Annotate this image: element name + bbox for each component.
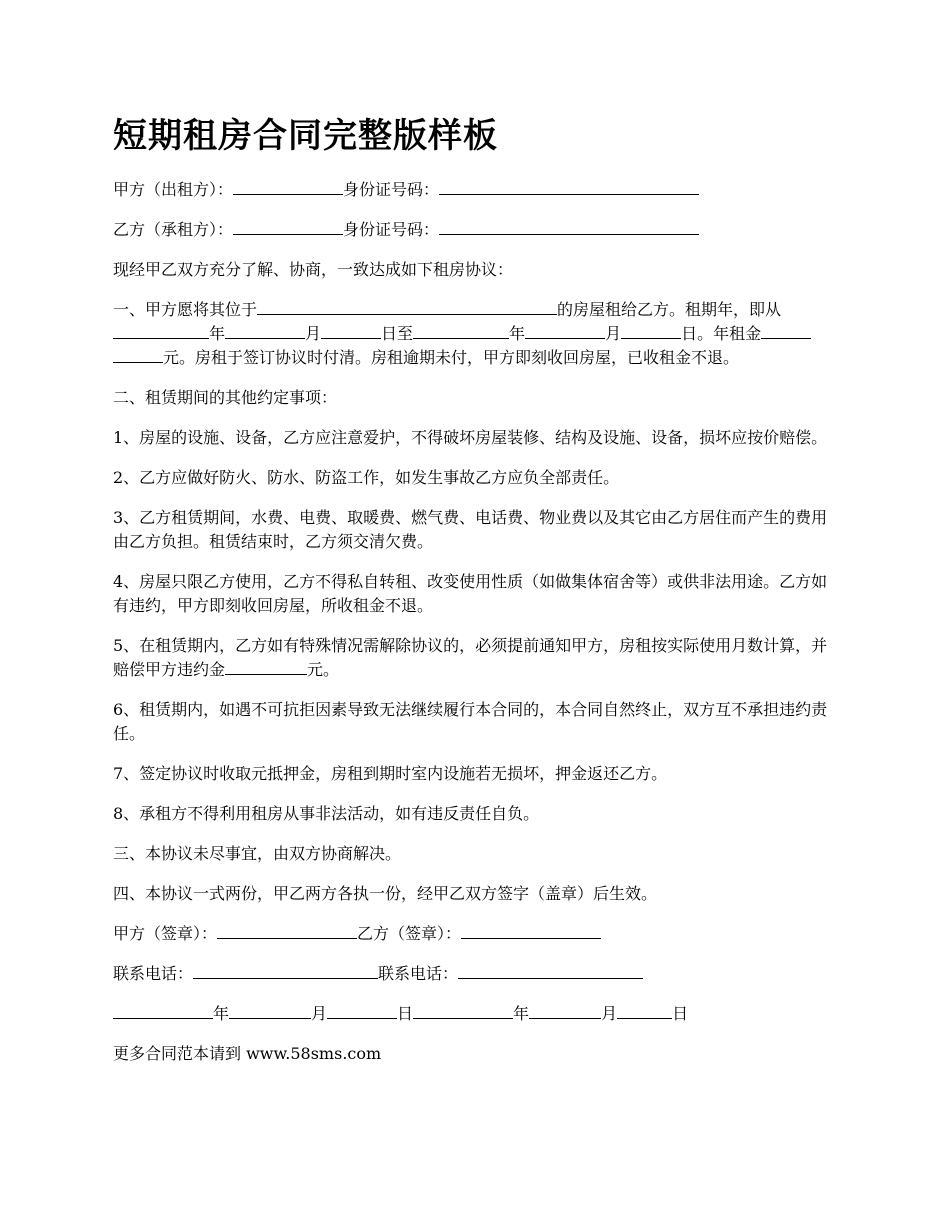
clause-1-month: 月 — [305, 324, 322, 343]
item-6: 6、租赁期内，如遇不可抗拒因素导致无法继续履行本合同的，本合同自然终止，双方互不承担违约责任。 — [113, 700, 828, 743]
item-5 — [113, 634, 843, 682]
date-b-year-blank — [413, 1002, 513, 1019]
start-year-blank — [113, 322, 209, 339]
party-a-name-blank — [233, 178, 343, 195]
penalty-blank — [225, 658, 307, 675]
rent-blank-b — [113, 346, 163, 363]
end-day-blank — [621, 322, 681, 339]
end-year-blank — [413, 322, 509, 339]
party-b-id-blank — [439, 218, 699, 235]
date-a-day: 日 — [397, 1004, 414, 1023]
date-line — [113, 1002, 843, 1026]
party-b-name-blank — [233, 218, 343, 235]
contact-b-blank — [458, 962, 643, 979]
intro-paragraph: 现经甲乙双方充分了解、协商，一致达成如下租房协议： — [113, 260, 514, 279]
clause-1-day-end: 日。年租金 — [681, 324, 762, 343]
clause-1-text-c: 元。房租于签订协议时付清。房租逾期未付，甲方即刻收回房屋，已收租金不退。 — [163, 348, 740, 367]
date-a-year-blank — [113, 1002, 213, 1019]
rent-blank-a — [761, 322, 811, 339]
date-b-day-blank — [617, 1002, 672, 1019]
contact-b-label: 联系电话： — [378, 964, 459, 983]
date-a-month-blank — [229, 1002, 311, 1019]
contact-a-blank — [193, 962, 378, 979]
party-b-id-label: 身份证号码： — [343, 220, 440, 239]
date-b-month: 月 — [601, 1004, 618, 1023]
party-a-id-label: 身份证号码： — [343, 180, 440, 199]
contact-line — [113, 962, 843, 986]
signature-b-label: 乙方（签章）： — [357, 924, 462, 943]
date-a-year: 年 — [213, 1004, 230, 1023]
contract-page — [113, 112, 843, 1082]
date-b-day: 日 — [672, 1004, 689, 1023]
signature-a-label: 甲方（签章）： — [113, 924, 218, 943]
item-4: 4、房屋只限乙方使用，乙方不得私自转租、改变使用性质（如做集体宿舍等）或供非法用途。乙方如有违约，甲方即刻收回房屋，所收租金不退。 — [113, 572, 828, 615]
clause-1-text-a: 一、甲方愿将其位于 — [113, 300, 258, 319]
clause-1-day-to: 日至 — [381, 324, 414, 343]
date-b-year: 年 — [513, 1004, 530, 1023]
clause-4: 四、本协议一式两份，甲乙两方各执一份，经甲乙双方签字（盖章）后生效。 — [113, 884, 658, 903]
contact-a-label: 联系电话： — [113, 964, 194, 983]
party-a-id-blank — [439, 178, 699, 195]
end-month-blank — [525, 322, 605, 339]
date-b-month-blank — [529, 1002, 601, 1019]
date-a-day-blank — [327, 1002, 397, 1019]
page-title: 短期租房合同完整版样板 — [113, 116, 498, 156]
signature-b-blank — [461, 922, 601, 939]
item-1: 1、房屋的设施、设备，乙方应注意爱护，不得破坏房屋装修、结构及设施、设备，损坏应按价赔偿。 — [113, 428, 828, 447]
signature-line — [113, 922, 843, 946]
item-3: 3、乙方租赁期间，水费、电费、取暖费、燃气费、电话费、物业费以及其它由乙方居住而产生的费用由乙方负担。租赁结束时，乙方须交清欠费。 — [113, 508, 828, 551]
footer-note: 更多合同范本请到 www.58sms.com — [113, 1044, 382, 1063]
clause-1-end-month: 月 — [605, 324, 622, 343]
party-b-label: 乙方（承租方）： — [113, 220, 234, 239]
clause-1 — [113, 298, 843, 370]
signature-a-blank — [217, 922, 357, 939]
start-day-blank — [321, 322, 381, 339]
clause-1-text-b: 的房屋租给乙方。租期年，即从 — [557, 300, 782, 319]
party-a-label: 甲方（出租方）： — [113, 180, 234, 199]
item-7: 7、签定协议时收取元抵押金，房租到期时室内设施若无损坏，押金返还乙方。 — [113, 764, 668, 783]
clause-1-end-year: 年 — [509, 324, 526, 343]
clause-3: 三、本协议未尽事宜，由双方协商解决。 — [113, 844, 402, 863]
item-8: 8、承租方不得利用租房从事非法活动，如有违反责任自负。 — [113, 804, 540, 823]
address-blank — [257, 298, 557, 315]
party-a-line — [113, 178, 843, 202]
clause-2-heading: 二、租赁期间的其他约定事项： — [113, 388, 338, 407]
item-5-text-b: 元。 — [307, 660, 340, 679]
item-5-text-a: 5、在租赁期内，乙方如有特殊情况需解除协议的，必须提前通知甲方，房租按实际使用月数计算，并赔偿甲方违约金 — [113, 636, 828, 679]
clause-1-year: 年 — [209, 324, 226, 343]
party-b-line — [113, 218, 843, 242]
item-2: 2、乙方应做好防火、防水、防盗工作，如发生事故乙方应负全部责任。 — [113, 468, 620, 487]
date-a-month: 月 — [311, 1004, 328, 1023]
start-month-blank — [225, 322, 305, 339]
